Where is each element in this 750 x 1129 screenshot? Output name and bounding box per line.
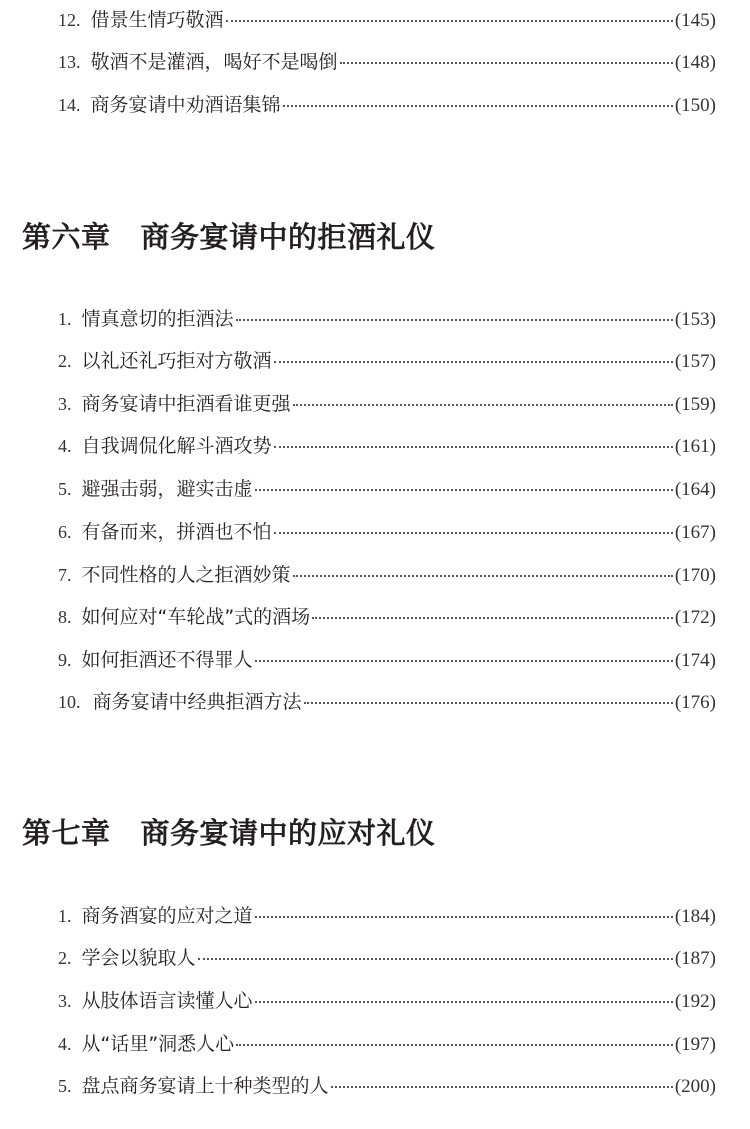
entry-number: 2. xyxy=(58,351,72,371)
dot-leader xyxy=(226,20,673,22)
dot-leader xyxy=(293,404,673,406)
entry-page-number: (157) xyxy=(674,351,716,372)
toc-entry[interactable] xyxy=(58,688,716,716)
toc-entry[interactable] xyxy=(58,475,716,503)
entry-page-number: (200) xyxy=(674,1076,716,1097)
toc-entry[interactable] xyxy=(58,6,716,34)
toc-entry[interactable] xyxy=(58,305,716,333)
entry-page-number: (153) xyxy=(674,309,716,330)
chapter-heading[interactable] xyxy=(22,217,436,257)
entry-title: 从肢体语言读懂人心 xyxy=(81,990,253,1012)
entry-title: 自我调侃化解斗酒攻势 xyxy=(81,435,272,457)
entry-number: 1. xyxy=(58,906,72,926)
entry-title: 情真意切的拒酒法 xyxy=(81,308,234,330)
toc-entry[interactable] xyxy=(58,646,716,674)
entry-number: 5. xyxy=(58,1076,72,1096)
entry-page-number: (174) xyxy=(674,650,716,671)
entry-number: 14. xyxy=(58,95,81,115)
entry-page-number: (145) xyxy=(674,10,716,31)
entry-page-number: (192) xyxy=(674,991,716,1012)
entry-page-number: (164) xyxy=(674,479,716,500)
dot-leader xyxy=(283,105,673,107)
dot-leader xyxy=(274,446,673,448)
toc-entry[interactable] xyxy=(58,1072,716,1100)
dot-leader xyxy=(236,1044,673,1046)
chapter-label: 第七章 xyxy=(22,816,111,850)
toc-entry[interactable] xyxy=(58,1030,716,1058)
toc-entry[interactable] xyxy=(58,347,716,375)
dot-leader xyxy=(255,489,673,491)
chapter-label: 第六章 xyxy=(22,220,111,254)
entry-page-number: (159) xyxy=(674,394,716,415)
toc-entry[interactable] xyxy=(58,390,716,418)
dot-leader xyxy=(236,319,673,321)
dot-leader xyxy=(255,916,673,918)
toc-entry[interactable] xyxy=(58,944,716,972)
dot-leader xyxy=(274,532,673,534)
entry-page-number: (150) xyxy=(674,95,716,116)
entry-page-number: (167) xyxy=(674,522,716,543)
toc-entry[interactable] xyxy=(58,987,716,1015)
dot-leader xyxy=(274,361,673,363)
entry-title: 商务酒宴的应对之道 xyxy=(81,905,253,927)
entry-title: 盘点商务宴请上十种类型的人 xyxy=(81,1075,329,1097)
toc-entry[interactable] xyxy=(58,561,716,589)
entry-number: 4. xyxy=(58,436,72,456)
chapter-heading[interactable] xyxy=(22,813,436,853)
entry-page-number: (172) xyxy=(674,607,716,628)
entry-page-number: (197) xyxy=(674,1034,716,1055)
entry-title: 借景生情巧敬酒 xyxy=(90,9,224,31)
entry-number: 3. xyxy=(58,394,72,414)
chapter-title: 商务宴请中的应对礼仪 xyxy=(140,816,436,850)
entry-number: 10. xyxy=(58,692,81,712)
entry-title: 不同性格的人之拒酒妙策 xyxy=(81,564,291,586)
entry-title: 如何拒酒还不得罪人 xyxy=(81,649,253,671)
entry-page-number: (148) xyxy=(674,52,716,73)
toc-entry[interactable] xyxy=(58,518,716,546)
dot-leader xyxy=(255,660,673,662)
dot-leader xyxy=(198,958,673,960)
toc-entry[interactable] xyxy=(58,902,716,930)
entry-page-number: (170) xyxy=(674,565,716,586)
entry-title: 学会以貌取人 xyxy=(81,947,196,969)
entry-page-number: (187) xyxy=(674,948,716,969)
entry-number: 8. xyxy=(58,607,72,627)
entry-number: 9. xyxy=(58,650,72,670)
entry-title: 如何应对“车轮战”式的酒场 xyxy=(81,606,311,628)
toc-entry[interactable] xyxy=(58,91,716,119)
entry-number: 3. xyxy=(58,991,72,1011)
entry-number: 13. xyxy=(58,52,81,72)
entry-title: 敬酒不是灌酒，喝好不是喝倒 xyxy=(90,51,338,73)
dot-leader xyxy=(293,575,673,577)
dot-leader xyxy=(255,1001,673,1003)
entry-title: 以礼还礼巧拒对方敬酒 xyxy=(81,350,272,372)
entry-title: 从“话里”洞悉人心 xyxy=(81,1033,235,1055)
dot-leader xyxy=(304,702,673,704)
dot-leader xyxy=(312,617,673,619)
entry-page-number: (184) xyxy=(674,906,716,927)
entry-number: 5. xyxy=(58,479,72,499)
entry-page-number: (161) xyxy=(674,436,716,457)
toc-entry[interactable] xyxy=(58,432,716,460)
entry-title: 商务宴请中拒酒看谁更强 xyxy=(81,393,291,415)
entry-number: 12. xyxy=(58,10,81,30)
toc-entry[interactable] xyxy=(58,603,716,631)
entry-title: 商务宴请中劝酒语集锦 xyxy=(90,94,281,116)
entry-title: 有备而来，拼酒也不怕 xyxy=(81,521,272,543)
chapter-title: 商务宴请中的拒酒礼仪 xyxy=(140,220,436,254)
toc-entry[interactable] xyxy=(58,48,716,76)
entry-number: 7. xyxy=(58,565,72,585)
entry-number: 6. xyxy=(58,522,72,542)
entry-number: 2. xyxy=(58,948,72,968)
entry-title: 商务宴请中经典拒酒方法 xyxy=(92,691,302,713)
entry-number: 1. xyxy=(58,309,72,329)
entry-number: 4. xyxy=(58,1034,72,1054)
entry-title: 避强击弱，避实击虚 xyxy=(81,478,253,500)
dot-leader xyxy=(340,62,673,64)
entry-page-number: (176) xyxy=(674,692,716,713)
dot-leader xyxy=(331,1086,673,1088)
